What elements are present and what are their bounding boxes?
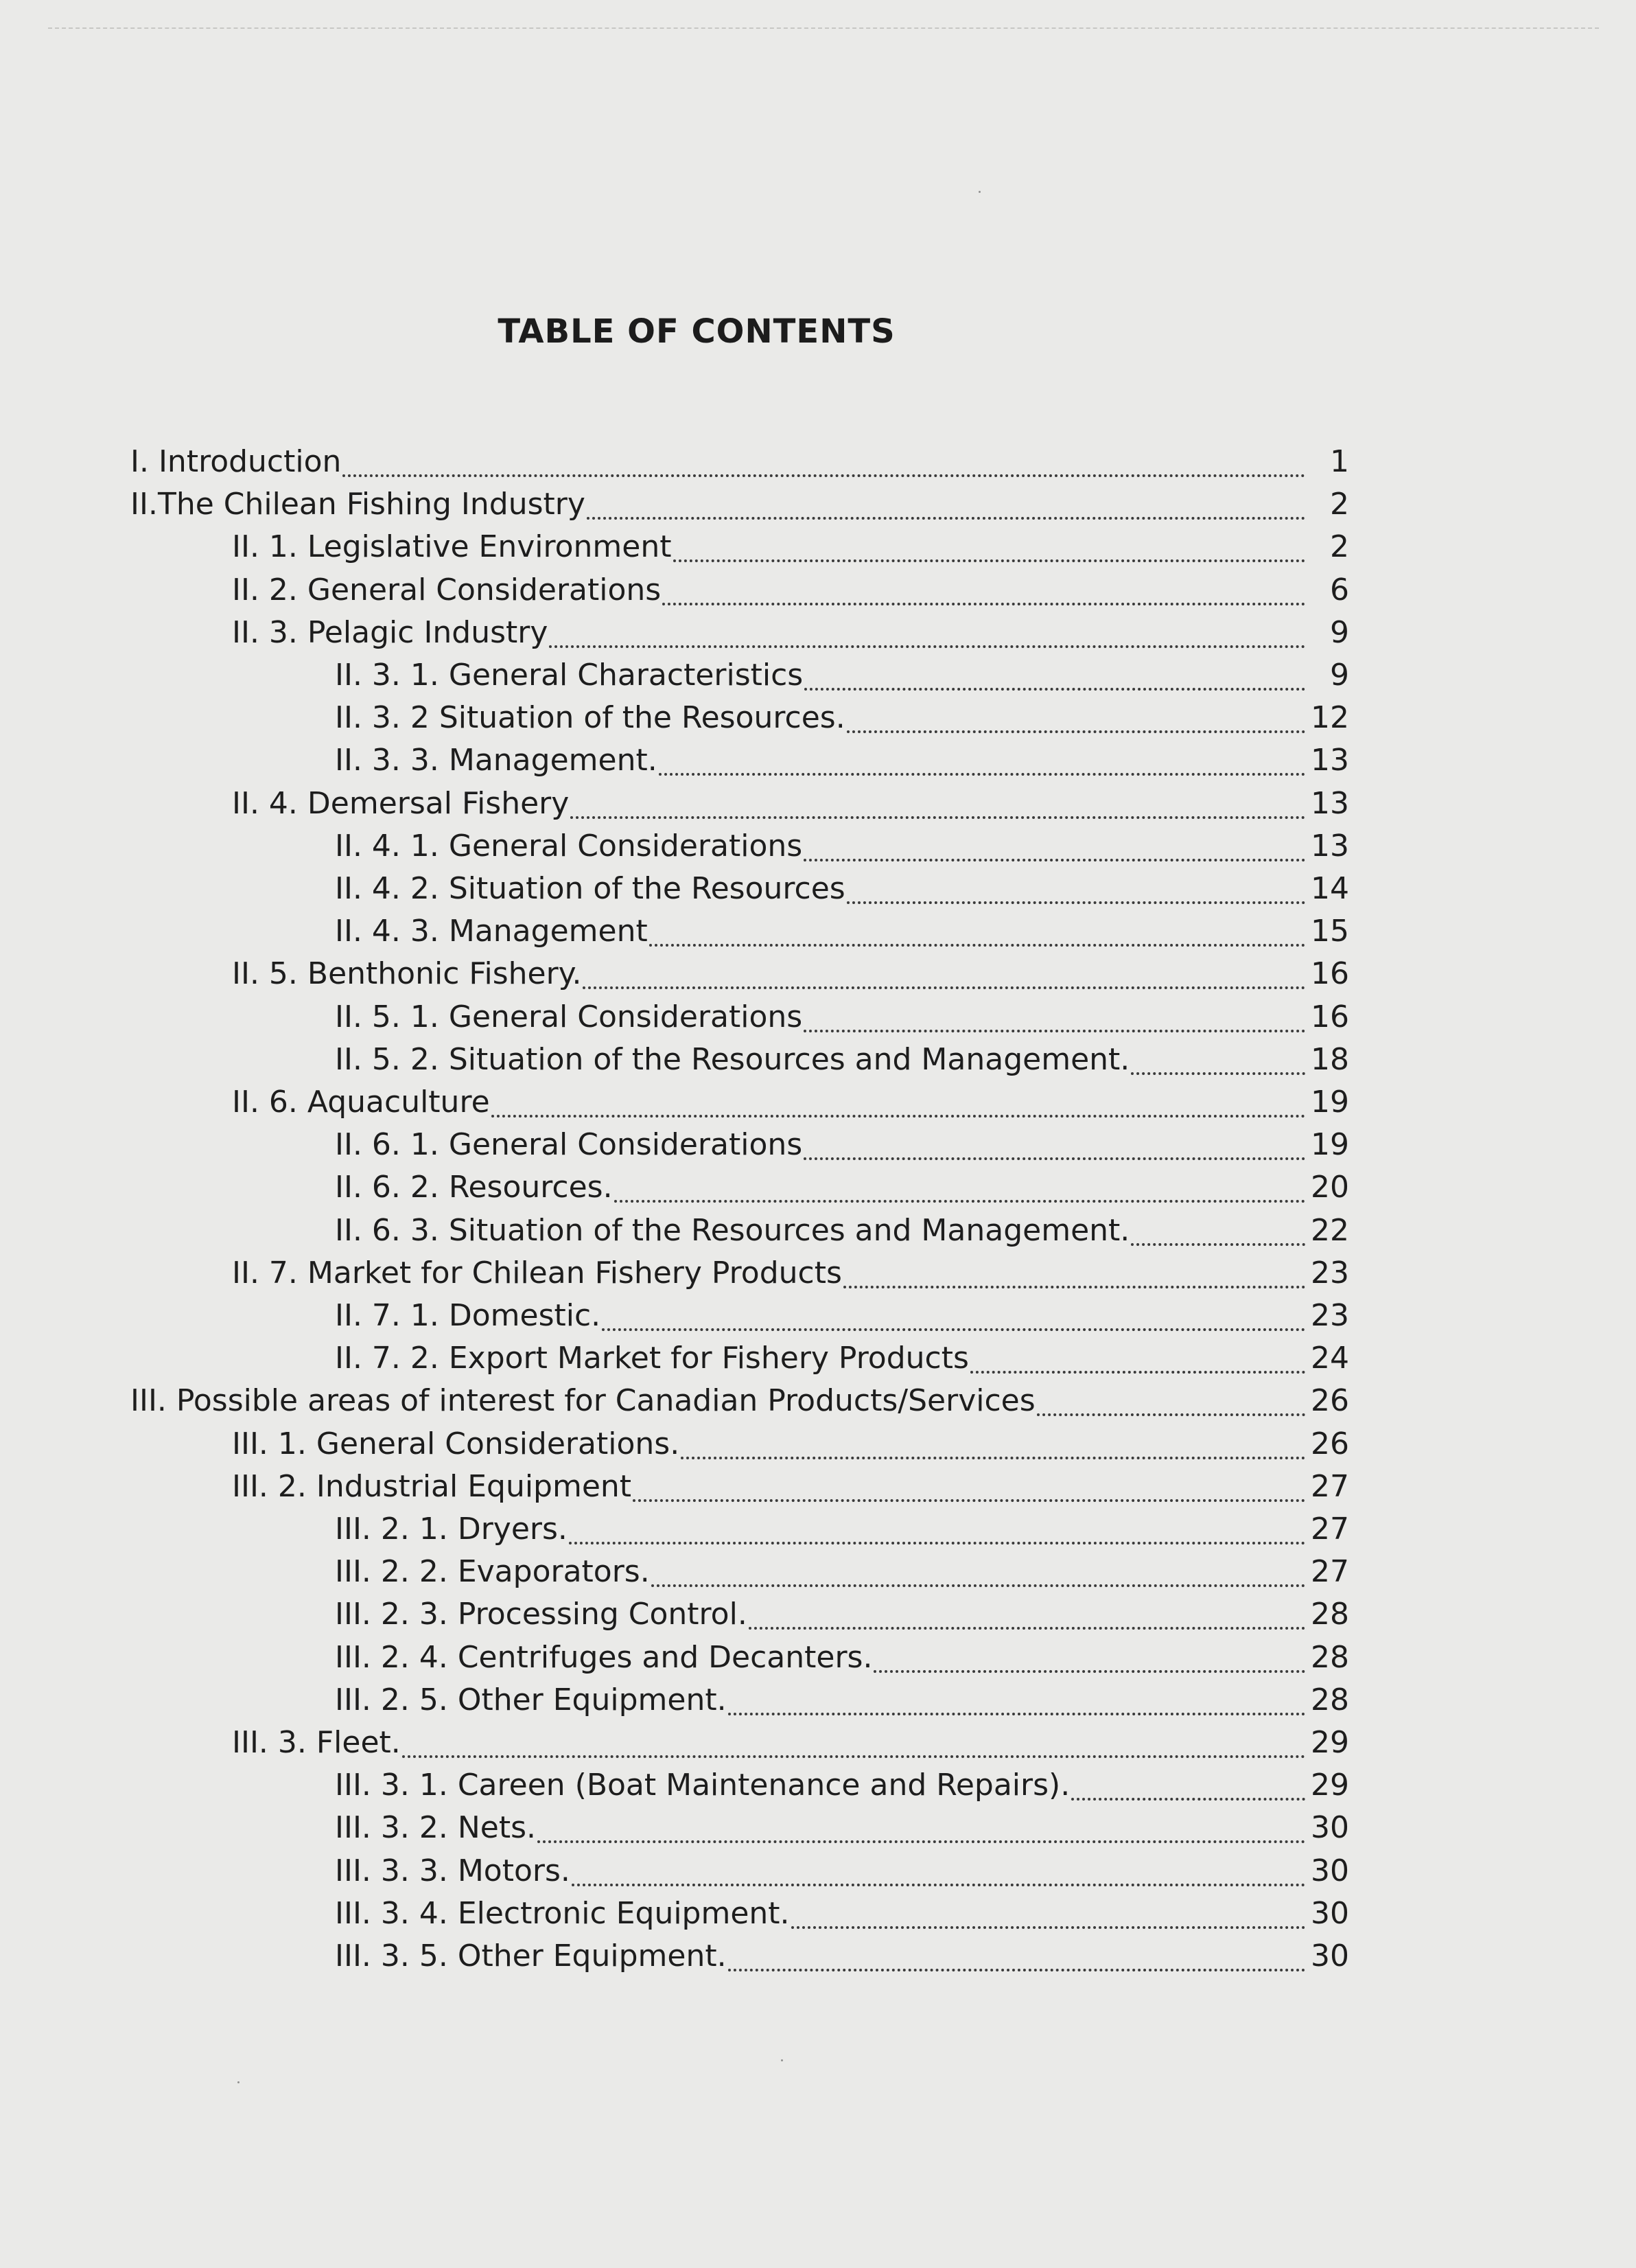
dot-leader (1071, 1798, 1305, 1801)
dot-leader (804, 688, 1305, 691)
dot-leader (1037, 1413, 1305, 1416)
toc-page-number: 29 (1311, 1768, 1349, 1803)
toc-entry (335, 1640, 1349, 1682)
dot-leader (728, 1969, 1305, 1971)
toc-entry-label: I. Introduction (130, 444, 342, 479)
toc-entry-label: II. 3. Pelagic Industry (232, 615, 548, 650)
dot-leader (681, 1457, 1305, 1459)
toc-entry (335, 1213, 1349, 1256)
toc-entry (335, 1042, 1349, 1085)
toc-entry (232, 956, 1349, 999)
toc-page-number: 30 (1311, 1810, 1349, 1845)
toc-entry (232, 1426, 1349, 1469)
toc-page-number: 1 (1330, 444, 1349, 479)
toc-entry-label: II. 5. Benthonic Fishery. (232, 956, 582, 991)
dot-leader (662, 603, 1305, 605)
dot-leader (614, 1200, 1305, 1203)
toc-entry-label: III. 3. Fleet. (232, 1725, 401, 1760)
dot-leader (728, 1713, 1305, 1715)
toc-page-number: 24 (1311, 1341, 1349, 1376)
toc-page-number: 18 (1311, 1042, 1349, 1077)
dot-leader (804, 1157, 1305, 1160)
scan-speck (979, 191, 981, 193)
toc-page-number: 26 (1311, 1383, 1349, 1418)
toc-entry-label: III. 3. 5. Other Equipment. (335, 1939, 727, 1974)
toc-page-number: 27 (1311, 1554, 1349, 1589)
toc-page-number: 30 (1311, 1853, 1349, 1888)
toc-entry-label: III. 2. 1. Dryers. (335, 1512, 568, 1547)
dot-leader (649, 944, 1305, 947)
toc-entry (232, 1256, 1349, 1298)
toc-page-number: 15 (1311, 914, 1349, 949)
toc-entry-label: II. 3. 1. General Characteristics (335, 658, 804, 693)
toc-entry-label: III. 2. 3. Processing Control. (335, 1597, 747, 1632)
dot-leader (659, 773, 1305, 776)
toc-page-number: 13 (1311, 829, 1349, 864)
toc-entry (335, 871, 1349, 914)
toc-page-number: 6 (1330, 572, 1349, 608)
toc-page-number: 27 (1311, 1512, 1349, 1547)
toc-entry-label: III. Possible areas of interest for Canadian Products/Services (130, 1383, 1036, 1418)
toc-entry-label: III. 2. 2. Evaporators. (335, 1554, 650, 1589)
toc-entry (335, 1768, 1349, 1810)
toc-entry-label: III. 3. 2. Nets. (335, 1810, 536, 1845)
dot-leader (804, 1030, 1305, 1032)
toc-entry-label: II. 7. 1. Domestic. (335, 1298, 601, 1333)
toc-entry-label: II. 7. 2. Export Market for Fishery Products (335, 1341, 969, 1376)
toc-entry (335, 1939, 1349, 1981)
toc-entry (335, 1341, 1349, 1383)
toc-entry (335, 700, 1349, 743)
toc-entry-label: II. 6. 3. Situation of the Resources and Management. (335, 1213, 1130, 1248)
toc-entry-label: III. 1. General Considerations. (232, 1426, 680, 1461)
dot-leader (602, 1328, 1305, 1331)
dot-leader (847, 901, 1305, 904)
toc-page-number: 9 (1330, 615, 1349, 650)
dot-leader (970, 1371, 1305, 1374)
dot-leader (749, 1627, 1305, 1630)
dot-leader (570, 816, 1305, 819)
toc-entry (335, 1810, 1349, 1853)
toc-entry-label: III. 2. 5. Other Equipment. (335, 1682, 727, 1717)
toc-page-number: 28 (1311, 1597, 1349, 1632)
toc-entry (232, 572, 1349, 615)
dot-leader (633, 1499, 1305, 1502)
toc-page-number: 14 (1311, 871, 1349, 906)
toc-entry (335, 1597, 1349, 1639)
dot-leader (1131, 1243, 1305, 1246)
scan-speck (781, 2059, 783, 2061)
toc-page-number: 12 (1311, 700, 1349, 735)
toc-page-number: 19 (1311, 1085, 1349, 1120)
toc-page-number: 19 (1311, 1127, 1349, 1162)
toc-entry (335, 1682, 1349, 1725)
toc-entry (335, 829, 1349, 871)
dot-leader (587, 517, 1305, 520)
toc-entry (232, 1469, 1349, 1512)
toc-page-number: 28 (1311, 1682, 1349, 1717)
dot-leader (843, 1286, 1305, 1288)
toc-entry-label: III. 2. 4. Centrifuges and Decanters. (335, 1640, 873, 1675)
toc-entry-label: II. 6. Aquaculture (232, 1085, 490, 1120)
dot-leader (791, 1926, 1305, 1929)
toc-page-number: 30 (1311, 1896, 1349, 1931)
dot-leader (651, 1584, 1305, 1587)
toc-entry-label: II. 4. 1. General Considerations (335, 829, 803, 864)
toc-page-number: 23 (1311, 1256, 1349, 1291)
toc-entry-label: II. 5. 2. Situation of the Resources and Management. (335, 1042, 1130, 1077)
dot-leader (569, 1542, 1305, 1544)
toc-page-number: 28 (1311, 1640, 1349, 1675)
scan-edge-line (48, 27, 1599, 29)
toc-entry-label: III. 3. 4. Electronic Equipment. (335, 1896, 790, 1931)
toc-page-number: 2 (1330, 487, 1349, 522)
dot-leader (1131, 1072, 1305, 1075)
toc-entry (232, 1085, 1349, 1127)
toc-entry-label: II. 3. 3. Management. (335, 743, 657, 778)
document-title: TABLE OF CONTENTS (498, 312, 896, 351)
toc-entry-label: II. 4. Demersal Fishery (232, 786, 570, 821)
toc-page-number: 13 (1311, 786, 1349, 821)
dot-leader (583, 986, 1305, 989)
toc-entry-label: II. 6. 2. Resources. (335, 1170, 613, 1205)
toc-entry-label: III. 2. Industrial Equipment (232, 1469, 632, 1504)
toc-page-number: 13 (1311, 743, 1349, 778)
dot-leader (342, 474, 1305, 477)
dot-leader (673, 559, 1306, 562)
toc-entry-label: II. 7. Market for Chilean Fishery Products (232, 1256, 842, 1291)
toc-entry (130, 444, 1349, 487)
toc-entry (335, 1170, 1349, 1212)
toc-entry-label: II. 1. Legislative Environment (232, 529, 672, 564)
toc-entry-label: II. 4. 3. Management (335, 914, 648, 949)
toc-entry (232, 529, 1349, 572)
toc-page-number: 16 (1311, 999, 1349, 1034)
toc-entry (232, 786, 1349, 829)
toc-page-number: 26 (1311, 1426, 1349, 1461)
dot-leader (402, 1755, 1305, 1758)
toc-entry (130, 1383, 1349, 1426)
toc-entry-label: II. 3. 2 Situation of the Resources. (335, 700, 845, 735)
toc-entry-label: II. 4. 2. Situation of the Resources (335, 871, 845, 906)
toc-entry-label: II.The Chilean Fishing Industry (130, 487, 585, 522)
toc-entry (335, 658, 1349, 700)
toc-entry-label: III. 3. 1. Careen (Boat Maintenance and Repairs). (335, 1768, 1071, 1803)
toc-entry (335, 1512, 1349, 1554)
toc-page-number: 22 (1311, 1213, 1349, 1248)
toc-entry-label: II. 2. General Considerations (232, 572, 662, 608)
toc-entry (335, 999, 1349, 1042)
dot-leader (549, 645, 1305, 648)
scan-speck (237, 2081, 239, 2083)
toc-page-number: 29 (1311, 1725, 1349, 1760)
toc-entry (335, 743, 1349, 785)
toc-entry-label: II. 5. 1. General Considerations (335, 999, 803, 1034)
toc-entry (335, 1554, 1349, 1597)
toc-entry (130, 487, 1349, 529)
toc-entry (335, 1853, 1349, 1896)
toc-page-number: 23 (1311, 1298, 1349, 1333)
toc-entry (335, 914, 1349, 956)
toc-entry (232, 615, 1349, 658)
toc-entry (335, 1127, 1349, 1170)
toc-page-number: 30 (1311, 1939, 1349, 1974)
toc-entry (232, 1725, 1349, 1768)
toc-entry-label: II. 6. 1. General Considerations (335, 1127, 803, 1162)
dot-leader (874, 1670, 1305, 1673)
dot-leader (804, 859, 1305, 861)
toc-page-number: 27 (1311, 1469, 1349, 1504)
toc-page-number: 2 (1330, 529, 1349, 564)
dot-leader (847, 730, 1305, 733)
toc-entry-label: III. 3. 3. Motors. (335, 1853, 570, 1888)
dot-leader (572, 1884, 1305, 1886)
toc-page-number: 16 (1311, 956, 1349, 991)
dot-leader (537, 1840, 1305, 1843)
toc-page-number: 9 (1330, 658, 1349, 693)
toc-entry (335, 1896, 1349, 1939)
dot-leader (491, 1115, 1305, 1118)
toc-entry (335, 1298, 1349, 1341)
toc-page-number: 20 (1311, 1170, 1349, 1205)
